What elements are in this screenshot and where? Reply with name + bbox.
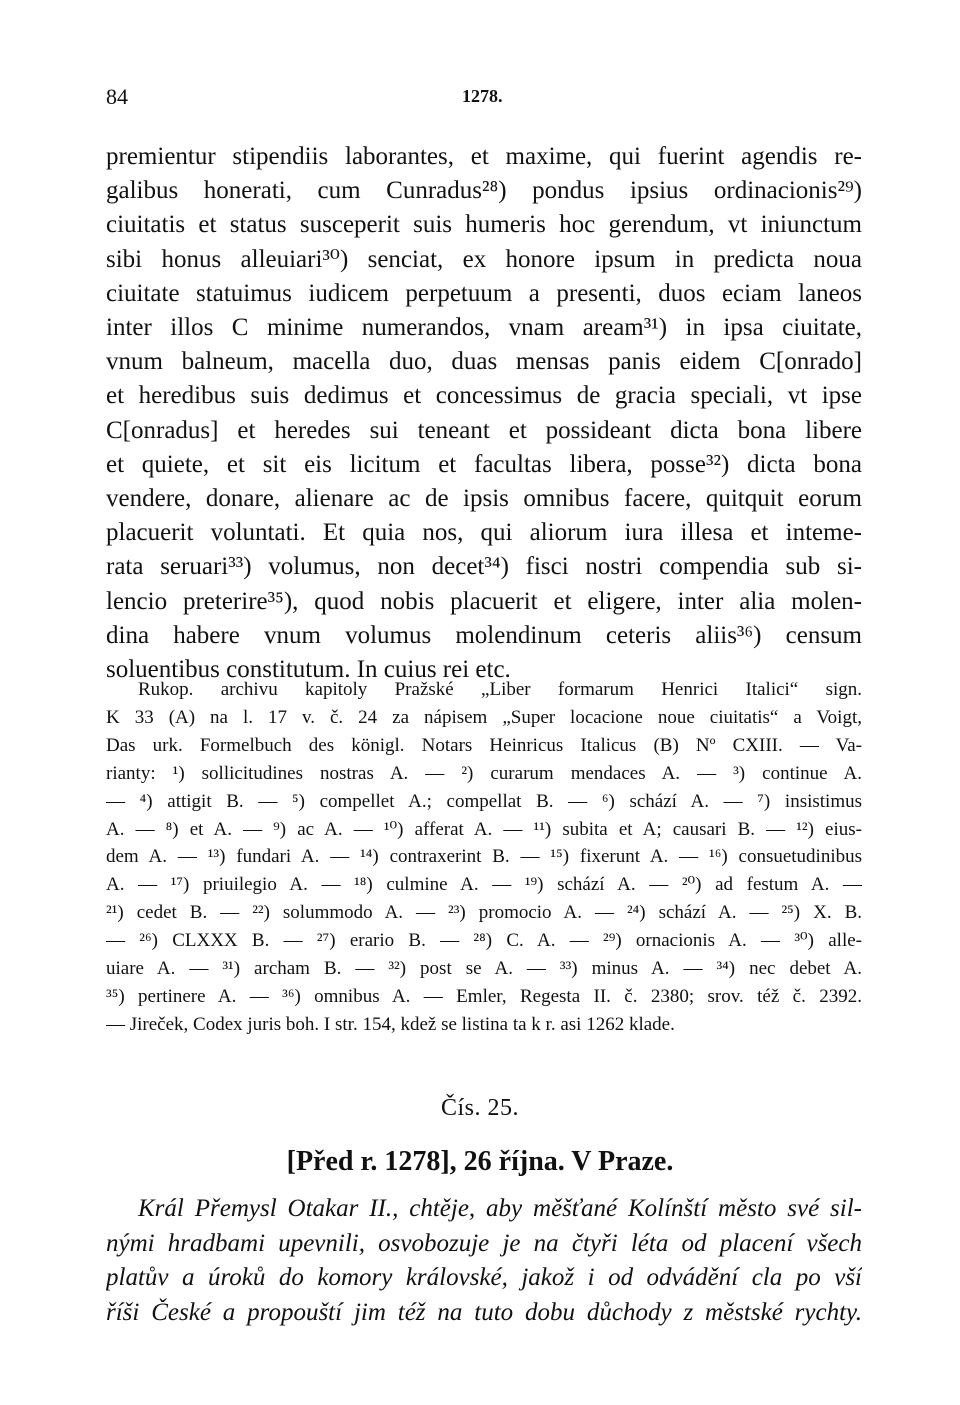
abstract-line: Král Přemysl Otakar II., chtěje, aby měšťané Kolínští město své sil- <box>138 1195 862 1222</box>
apparatus-line: dem A. — ¹³) fundari A. — ¹⁴) contraxerint B. — ¹⁵) fixerunt A. — ¹⁶) consuetudinibus <box>106 846 862 868</box>
abstract-line: nými hradbami upevnili, osvobozuje je na čtyři léta od placení všech <box>106 1229 862 1257</box>
critical-apparatus <box>106 676 862 1039</box>
page-number: 84 <box>106 84 128 109</box>
document-date-heading: [Před r. 1278], 26 října. V Praze. <box>286 1146 674 1177</box>
document-abstract <box>106 1192 862 1330</box>
page-header <box>106 84 866 114</box>
document-number: Čís. 25. <box>440 1095 519 1121</box>
abstract-line: platův a úroků do komory královské, jakož i od odvádění cla po vší <box>106 1264 862 1291</box>
charter-text-line: sibi honus alleuiari³⁰) senciat, ex honore ipsum in predicta noua <box>106 245 862 273</box>
charter-text-line: rata seruari³³) volumus, non decet³⁴) fisci nostri compendia sub si- <box>106 553 862 581</box>
charter-text-line: et quiete, et sit eis licitum et facultas libera, posse³²) dicta bona <box>106 450 862 478</box>
apparatus-line: ²¹) cedet B. — ²²) solummodo A. — ²³) promocio A. — ²⁴) schází A. — ²⁵) X. B. <box>106 902 862 924</box>
apparatus-line: A. — ¹⁷) priuilegio A. — ¹⁸) culmine A. — ¹⁹) schází A. — ²⁰) ad festum A. — <box>106 874 862 896</box>
apparatus-line: — ⁴) attigit B. — ⁵) compellet A.; compellat B. — ⁶) schází A. — ⁷) insistimus <box>106 790 862 812</box>
running-head-year: 1278. <box>462 86 503 106</box>
apparatus-line: — Jireček, Codex juris boh. I str. 154, kdež se listina ta k r. asi 1262 klade. <box>106 1013 675 1035</box>
apparatus-line: K 33 (A) na l. 17 v. č. 24 za nápisem „Super locacione noue ciuitatis“ a Voigt, <box>106 706 862 728</box>
apparatus-line: Rukop. archivu kapitoly Pražské „Liber formarum Henrici Italici“ sign. <box>138 679 862 700</box>
charter-text-line: lencio preterire³⁵), quod nobis placuerit et eligere, inter alia molen- <box>106 587 862 615</box>
charter-text-line: premientur stipendiis laborantes, et maxime, qui fuerint agendis re- <box>106 143 862 170</box>
charter-text-line: inter illos C minime numerandos, vnam aream³¹) in ipsa ciuitate, <box>106 314 862 342</box>
charter-text-line: galibus honerati, cum Cunradus²⁸) pondus ipsius ordinacionis²⁹) <box>106 177 862 205</box>
abstract-line: říši České a propouští jim též na tuto dobu důchody z městské rychty. <box>106 1298 862 1326</box>
charter-text-line: vnum balneum, macella duo, duas mensas panis eidem C[onrado] <box>106 348 862 376</box>
apparatus-line: ³⁵) pertinere A. — ³⁶) omnibus A. — Emler, Regesta II. č. 2380; srov. též č. 2392. <box>106 985 862 1007</box>
charter-text-line: dina habere vnum volumus molendinum ceteris aliis³⁶) censum <box>106 621 862 649</box>
charter-text-line: ciuitatis et status susceperit suis humeris hoc gerendum, vt iniunctum <box>106 211 862 239</box>
charter-text-line: placuerit voluntati. Et quia nos, qui aliorum iura illesa et inteme- <box>106 519 862 547</box>
apparatus-line: Das urk. Formelbuch des königl. Notars Heinricus Italicus (B) Nº CXIII. — Va- <box>106 734 862 756</box>
charter-text-line: soluentibus constitutum. In cuius rei etc. <box>106 656 511 684</box>
charter-text-line: ciuitate statuimus iudicem perpetuum a presenti, duos eciam laneos <box>106 279 862 307</box>
charter-text-line: vendere, donare, alienare ac de ipsis omnibus facere, quitquit eorum <box>106 485 862 513</box>
apparatus-line: — ²⁶) CLXXX B. — ²⁷) erario B. — ²⁸) C. A. — ²⁹) ornacionis A. — ³⁰) alle- <box>106 930 862 952</box>
charter-text <box>106 140 862 687</box>
apparatus-line: uiare A. — ³¹) archam B. — ³²) post se A. — ³³) minus A. — ³⁴) nec debet A. <box>106 958 862 980</box>
charter-text-line: C[onradus] et heredes sui teneant et possideant dicta bona libere <box>106 416 862 444</box>
apparatus-line: A. — ⁸) et A. — ⁹) ac A. — ¹⁰) afferat A. — ¹¹) subita et A; causari B. — ¹²) eius- <box>106 818 862 840</box>
charter-text-line: et heredibus suis dedimus et concessimus de gracia speciali, vt ipse <box>106 382 862 410</box>
apparatus-line: rianty: ¹) sollicitudines nostras A. — ²) curarum mendaces A. — ³) continue A. <box>106 762 862 784</box>
